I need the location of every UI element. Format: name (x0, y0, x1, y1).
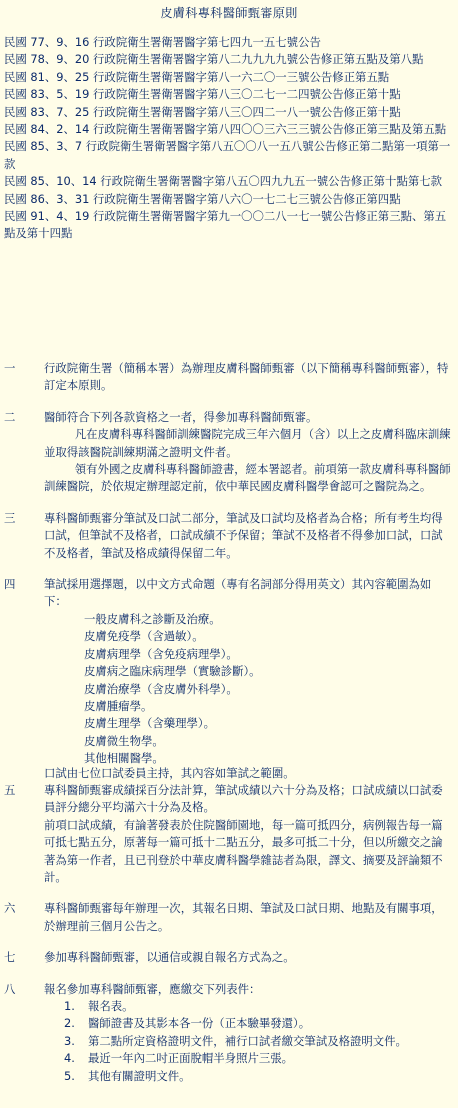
article-1 (4, 360, 454, 395)
required-documents-list (44, 998, 454, 1085)
list-item (44, 1068, 454, 1085)
article-4 (4, 576, 454, 767)
article-body (44, 409, 454, 496)
article-paragraph: 專科醫師甄審成績採百分法計算，筆試成績以六十分為及格；口試成績以口試委員評分總分平均滿六十分為及格。 (44, 782, 443, 815)
document-title: 皮膚科專科醫師甄審原則 (160, 6, 298, 20)
item-number: 3. (64, 1033, 75, 1048)
article-body (44, 981, 454, 1085)
article-number: 四 (4, 577, 16, 592)
item-text: 第二點所定資格證明文件，補行口試者繳交筆試及格證明文件。 (88, 1033, 407, 1048)
history-line: 民國 81、9、25 行政院衛生署衛署醫字第八一六二〇一三號公告修正第五點 (4, 69, 390, 84)
item-text: 其他有關證明文件。 (88, 1068, 191, 1083)
article-body (44, 576, 454, 767)
history-line: 民國 77、9、16 行政院衛生署衛署醫字第七四九一五七號公告 (4, 35, 321, 49)
article-number: 七 (4, 950, 16, 965)
article-text: 參加專科醫師甄審，以通信或親自報名方式為之。 (44, 950, 295, 965)
article-text: 專科醫師甄審每年辦理一次，其報名日期、筆試及口試日期、地點及有關事項，於辦理前三個月公告之。 (44, 901, 443, 933)
article-3 (4, 510, 454, 562)
history-line: 民國 78、9、20 行政院衛生署衛署醫字第八二九九九九號公告修正第五點及第八點 (4, 52, 424, 67)
list-item (44, 1050, 454, 1067)
article-number: 八 (4, 981, 16, 996)
item-text: 醫師證書及其影本各一份（正本驗畢發還）。 (88, 1016, 311, 1031)
list-item: 皮膚免疫學（含過敏）。 (84, 629, 204, 644)
article-7 (4, 949, 454, 966)
article-paragraph: 前項口試成績，有論著發表於住院醫師園地，每一篇可抵四分，病例報告每一篇可抵七點五分，原著每一篇可抵十二點五分，最多可抵二十分，但以所繳交之論著為第一作者，且已刊登於中華皮膚科醫學雜誌者為限，譯文、摘要及評論類不計。 (44, 817, 443, 884)
list-item (44, 1033, 454, 1050)
article-body (44, 782, 454, 886)
list-item: 皮膚微生物學。 (84, 733, 164, 748)
article-intro: 筆試採用選擇題，以中文方式命題（專有名詞部分得用英文）其內容範圍為如下： (44, 577, 432, 609)
article-intro: 醫師符合下列各款資格之一者，得參加專科醫師甄審。 (44, 409, 318, 424)
list-item: 皮膚治療學（含皮膚外科學）。 (84, 681, 238, 696)
list-item: 皮膚腫瘤學。 (84, 698, 153, 713)
article-number: 二 (4, 409, 16, 424)
item-text: 報名表。 (88, 999, 134, 1013)
history-line: 民國 83、5、19 行政院衛生署衛署醫字第八三〇二七一二四號公告修正第十點 (4, 87, 401, 102)
list-item (44, 1015, 454, 1032)
history-line: 民國 85、10、14 行政院衛生署衛署醫字第八五〇四九九五一號公告修正第十點第七款 (4, 174, 443, 189)
oral-exam-note: 口試由七位口試委員主持，其內容如筆試之範圍。 (44, 765, 295, 780)
item-number: 2. (64, 1016, 75, 1031)
list-item: 皮膚病之臨床病理學（實驗診斷）。 (84, 664, 261, 679)
article-6 (4, 900, 454, 935)
item-text: 最近一年內二吋正面脫帽半身照片三張。 (88, 1051, 294, 1066)
item-number: 1. (64, 999, 75, 1013)
list-item: 皮膚病理學（含免疫病理學）。 (84, 646, 238, 661)
article-intro: 報名參加專科醫師甄審，應繳交下列表件： (44, 981, 261, 996)
history-line: 民國 83、7、25 行政院衛生署衛署醫字第八三〇四二一八一號公告修正第十點 (4, 104, 401, 119)
article-item: 領有外國之皮膚科專科醫師證書，經本署認者。前項第一款皮膚科專科醫師訓練醫院，於依規定辦理認定前，依中華民國皮膚科醫學會認可之醫院為之。 (44, 462, 451, 494)
amendment-history (4, 34, 452, 243)
article-number: 六 (4, 901, 16, 916)
article-5 (4, 782, 454, 886)
article-number: 五 (4, 782, 16, 797)
article-item: 凡在皮膚科專科醫師訓練醫院完成三年六個月（含）以上之皮膚科臨床訓練並取得該醫院訓練期滿之證明文件者。 (44, 427, 451, 459)
article-text: 行政院衛生署（簡稱本署）為辦理皮膚科醫師甄審（以下簡稱專科醫師甄審），特訂定本原則。 (44, 361, 449, 393)
history-line: 民國 91、4、19 行政院衛生署衛署醫字第九一〇〇二八一七一號公告修正第三點、第五點及第十四點 (4, 209, 447, 241)
item-number: 5. (64, 1068, 75, 1083)
articles (4, 360, 454, 1085)
exam-subjects-list (44, 611, 454, 768)
item-number: 4. (64, 1051, 75, 1066)
list-item: 其他相關醫學。 (84, 751, 164, 766)
history-line: 民國 85、3、7 行政院衛生署衛署醫字第八五〇〇八一五八號公告修正第二點第一項第一款 (4, 139, 451, 171)
history-line: 民國 86、3、31 行政院衛生署衛署醫字第八六〇一七二七三號公告修正第四點 (4, 191, 401, 206)
article-number: 三 (4, 510, 16, 525)
list-item: 皮膚生理學（含藥理學）。 (84, 716, 215, 731)
history-line: 民國 84、2、14 行政院衛生署衛署醫字第八四〇〇三六三三號公告修正第三點及第五點 (4, 122, 447, 137)
list-item: 一般皮膚科之診斷及治療。 (84, 611, 221, 626)
article-2 (4, 409, 454, 496)
article-number: 一 (4, 361, 16, 375)
article-8 (4, 981, 454, 1085)
article-text: 專科醫師甄審分筆試及口試二部分，筆試及口試均及格者為合格；所有考生均得口試，但筆試不及格者，口試成績不予保留；筆試不及格者不得參加口試，口試不及格者，筆試及格成績得保留二年。 (44, 510, 443, 560)
list-item (44, 998, 454, 1015)
